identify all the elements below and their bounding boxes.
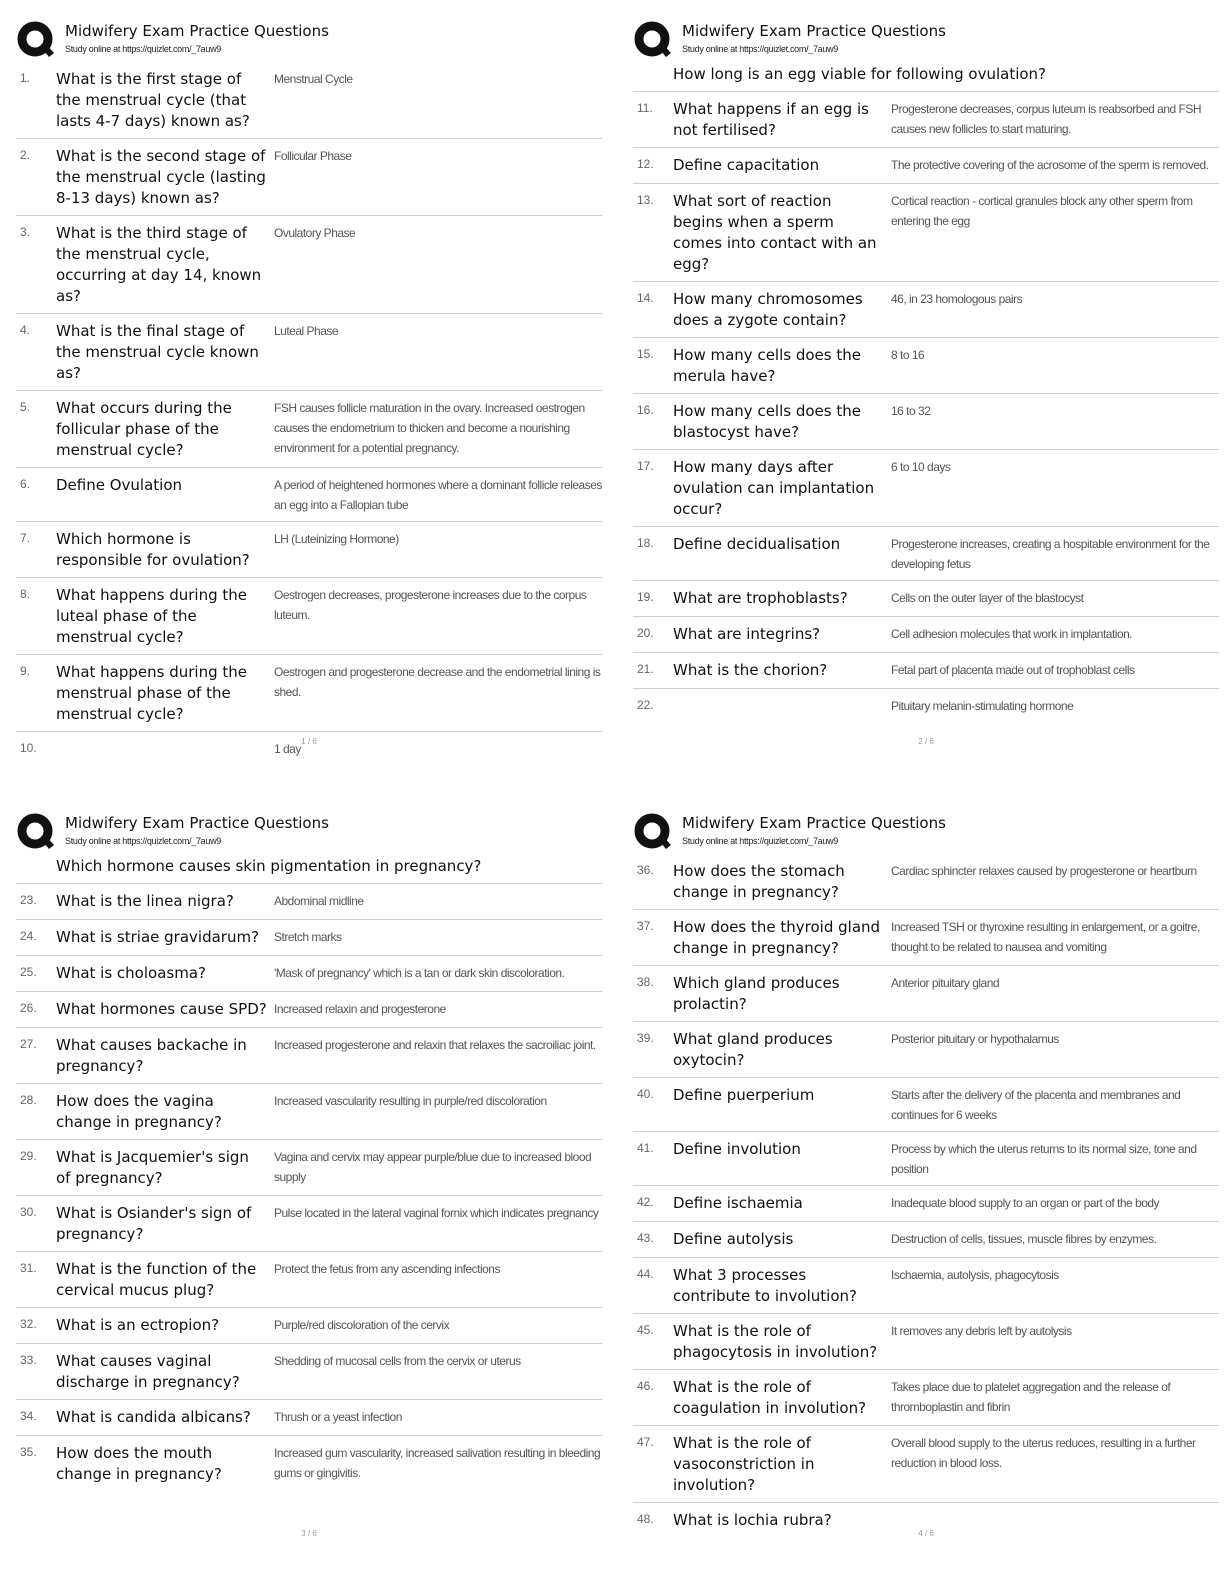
answer-text: A period of heightened hormones where a dominant follicle releases an egg into a Fallopian tube	[274, 478, 602, 512]
qa-row	[16, 1140, 602, 1196]
question-text: How many cells does the merula have?	[673, 346, 861, 385]
answer-text: Starts after the delivery of the placenta and membranes and continues for 6 weeks	[891, 1088, 1181, 1122]
question-number: 45.	[637, 1323, 654, 1337]
study-link[interactable]: Study online at https://quizlet.com/_7auw9	[682, 44, 839, 54]
answer-text: Increased TSH or thyroxine resulting in enlargement, or a goitre, thought to be related to nausea and vomiting	[891, 920, 1200, 954]
qa-row	[16, 1196, 602, 1252]
qa-row	[16, 1436, 602, 1491]
answer-text: Abdominal midline	[274, 894, 364, 908]
page-4	[633, 810, 1219, 1550]
qa-row	[633, 1222, 1219, 1258]
qa-row	[633, 1258, 1219, 1314]
question-text: What is the final stage of the menstrual cycle known as?	[56, 322, 259, 382]
answer-text: Destruction of cells, tissues, muscle fibres by enzymes.	[891, 1232, 1157, 1246]
question-text: Define autolysis	[673, 1230, 794, 1248]
question-number: 46.	[637, 1379, 654, 1393]
qa-row	[16, 992, 602, 1028]
answer-text: Oestrogen and progesterone decrease and the endometrial lining is shed.	[274, 665, 601, 699]
answer-text: It removes any debris left by autolysis	[891, 1324, 1072, 1338]
continued-question: How long is an egg viable for following ovulation?	[633, 62, 1219, 92]
qa-row	[16, 522, 602, 578]
qa-row	[16, 578, 602, 655]
question-text: What are integrins?	[673, 625, 821, 643]
answer-text: 8 to 16	[891, 348, 925, 362]
question-text: What is an ectropion?	[56, 1316, 220, 1334]
question-number: 28.	[20, 1093, 37, 1107]
question-number: 12.	[637, 157, 654, 171]
question-text: Which hormone is responsible for ovulation?	[56, 530, 250, 569]
question-text	[673, 696, 885, 719]
answer-text: Shedding of mucosal cells from the cervix or uterus	[274, 1354, 521, 1368]
question-text: What sort of reaction begins when a sperm comes into contact with an egg?	[673, 192, 877, 273]
study-link[interactable]: Study online at https://quizlet.com/_7auw9	[65, 836, 222, 846]
answer-text: Increased gum vascularity, increased salivation resulting in bleeding gums or gingivitis.	[274, 1446, 601, 1480]
question-number: 32.	[20, 1317, 37, 1331]
question-number: 19.	[637, 590, 654, 604]
answer-text: Anterior pituitary gland	[891, 976, 1000, 990]
question-number: 30.	[20, 1205, 37, 1219]
qa-row	[16, 1400, 602, 1436]
qa-row	[16, 314, 602, 391]
answer-text: Progesterone decreases, corpus luteum is reabsorbed and FSH causes new follicles to start maturing.	[891, 102, 1202, 136]
question-text: Define decidualisation	[673, 535, 841, 553]
question-text: What happens during the luteal phase of the menstrual cycle?	[56, 586, 248, 646]
answer-text: Stretch marks	[274, 930, 342, 944]
answer-text: 6 to 10 days	[891, 460, 951, 474]
question-number: 14.	[637, 291, 654, 305]
qa-row	[16, 920, 602, 956]
answer-text: Cortical reaction - cortical granules block any other sperm from entering the egg	[891, 194, 1193, 228]
question-number: 42.	[637, 1195, 654, 1209]
question-text: What is Osiander's sign of pregnancy?	[56, 1204, 252, 1243]
question-text: Define involution	[673, 1140, 801, 1158]
question-text: How many chromosomes does a zygote contain?	[673, 290, 863, 329]
page-header	[16, 18, 602, 62]
question-number: 48.	[637, 1512, 654, 1526]
page-title: Midwifery Exam Practice Questions	[682, 22, 946, 40]
question-number: 36.	[637, 863, 654, 877]
page-title: Midwifery Exam Practice Questions	[65, 814, 329, 832]
question-number: 23.	[20, 893, 37, 907]
question-text: What causes vaginal discharge in pregnancy?	[56, 1352, 240, 1391]
quizlet-logo-icon	[16, 812, 56, 852]
question-number: 25.	[20, 965, 37, 979]
question-text: Which gland produces prolactin?	[673, 974, 840, 1013]
qa-row	[16, 956, 602, 992]
question-text: What is the linea nigra?	[56, 892, 234, 910]
question-text: What occurs during the follicular phase of the menstrual cycle?	[56, 399, 232, 459]
question-number: 31.	[20, 1261, 37, 1275]
page-header	[633, 810, 1219, 854]
question-text: Define Ovulation	[56, 476, 183, 494]
question-text: What is striae gravidarum?	[56, 928, 260, 946]
quizlet-logo-icon	[633, 812, 673, 852]
qa-row	[633, 966, 1219, 1022]
question-text: How does the mouth change in pregnancy?	[56, 1444, 222, 1483]
answer-text: Purple/red discoloration of the cervix	[274, 1318, 450, 1332]
answer-text: Thrush or a yeast infection	[274, 1410, 402, 1424]
question-text: What 3 processes contribute to involution?	[673, 1266, 857, 1305]
question-number: 7.	[20, 531, 31, 545]
question-text: What is the second stage of the menstrual cycle (lasting 8-13 days) known as?	[56, 147, 266, 207]
qa-row	[16, 62, 602, 139]
question-number: 33.	[20, 1353, 37, 1367]
question-text: What is the third stage of the menstrual cycle, occurring at day 14, known as?	[56, 224, 262, 305]
qa-row	[633, 1132, 1219, 1186]
question-text: Define puerperium	[673, 1086, 815, 1104]
answer-text: Follicular Phase	[274, 149, 352, 163]
question-text: What is lochia rubra?	[673, 1511, 832, 1529]
page-number: 1 / 6	[301, 737, 317, 746]
study-link[interactable]: Study online at https://quizlet.com/_7auw9	[65, 44, 222, 54]
page-number: 4 / 6	[918, 1529, 934, 1538]
qa-row	[16, 391, 602, 468]
answer-text: Cardiac sphincter relaxes caused by progesterone or heartburn	[891, 864, 1197, 878]
question-number: 34.	[20, 1409, 37, 1423]
question-text: What hormones cause SPD?	[56, 1000, 267, 1018]
qa-row	[633, 689, 1219, 725]
page-header	[633, 18, 1219, 62]
qa-row	[633, 282, 1219, 338]
question-text: What is the role of coagulation in involution?	[673, 1378, 867, 1417]
qa-row	[633, 854, 1219, 910]
qa-row	[16, 884, 602, 920]
question-text: What is candida albicans?	[56, 1408, 251, 1426]
question-number: 2.	[20, 148, 31, 162]
question-number: 17.	[637, 459, 654, 473]
question-number: 16.	[637, 403, 654, 417]
qa-row	[16, 1084, 602, 1140]
question-text: What are trophoblasts?	[673, 589, 848, 607]
question-text: What causes backache in pregnancy?	[56, 1036, 247, 1075]
question-text: How many cells does the blastocyst have?	[673, 402, 861, 441]
qa-row	[16, 139, 602, 216]
qa-row	[633, 527, 1219, 581]
qa-row	[16, 468, 602, 522]
answer-text: Fetal part of placenta made out of trophoblast cells	[891, 663, 1135, 677]
qa-row	[633, 910, 1219, 966]
answer-text: Menstrual Cycle	[274, 72, 353, 86]
question-number: 21.	[637, 662, 654, 676]
question-number: 5.	[20, 400, 31, 414]
qa-row	[16, 1308, 602, 1344]
question-number: 41.	[637, 1141, 654, 1155]
question-text: What happens during the menstrual phase of the menstrual cycle?	[56, 663, 248, 723]
question-text: How does the stomach change in pregnancy?	[673, 862, 845, 901]
question-text: What gland produces oxytocin?	[673, 1030, 833, 1069]
question-number: 6.	[20, 477, 31, 491]
study-link[interactable]: Study online at https://quizlet.com/_7auw9	[682, 836, 839, 846]
answer-text: LH (Luteinizing Hormone)	[274, 532, 399, 546]
qa-row	[16, 1252, 602, 1308]
answer-text: Increased progesterone and relaxin that relaxes the sacroiliac joint.	[274, 1038, 596, 1052]
answer-text: 1 day	[274, 742, 301, 756]
continued-question: Which hormone causes skin pigmentation in pregnancy?	[16, 854, 602, 884]
answer-text: Oestrogen decreases, progesterone increases due to the corpus luteum.	[274, 588, 587, 622]
qa-row	[16, 1344, 602, 1400]
answer-text: Ischaemia, autolysis, phagocytosis	[891, 1268, 1059, 1282]
qa-row	[633, 1426, 1219, 1503]
question-text: Define capacitation	[673, 156, 820, 174]
question-text: What is the first stage of the menstrual cycle (that lasts 4-7 days) known as?	[56, 70, 250, 130]
quizlet-logo-icon	[16, 20, 56, 60]
qa-row	[633, 92, 1219, 148]
quizlet-logo-icon	[633, 20, 673, 60]
question-number: 9.	[20, 664, 31, 678]
question-text: What is the chorion?	[673, 661, 828, 679]
page-3	[16, 810, 602, 1550]
page-title: Midwifery Exam Practice Questions	[65, 22, 329, 40]
qa-row	[633, 394, 1219, 450]
question-number: 47.	[637, 1435, 654, 1449]
answer-text: 'Mask of pregnancy' which is a tan or dark skin discoloration.	[274, 966, 565, 980]
question-text: How does the vagina change in pregnancy?	[56, 1092, 222, 1131]
question-text: What is the function of the cervical mucus plug?	[56, 1260, 257, 1299]
answer-text: Pulse located in the lateral vaginal fornix which indicates pregnancy	[274, 1206, 599, 1220]
answer-text: The protective covering of the acrosome of the sperm is removed.	[891, 158, 1209, 172]
question-text: What is Jacquemier's sign of pregnancy?	[56, 1148, 249, 1187]
question-number: 15.	[637, 347, 654, 361]
answer-text: Protect the fetus from any ascending infections	[274, 1262, 500, 1276]
qa-row	[633, 148, 1219, 184]
question-text: What happens if an egg is not fertilised?	[673, 100, 869, 139]
answer-text: 16 to 32	[891, 404, 931, 418]
page-header	[16, 810, 602, 854]
question-number: 13.	[637, 193, 654, 207]
answer-text: Inadequate blood supply to an organ or part of the body	[891, 1196, 1160, 1210]
answer-text: Progesterone increases, creating a hospitable environment for the developing fetus	[891, 537, 1210, 571]
answer-text: Process by which the uterus returns to its normal size, tone and position	[891, 1142, 1197, 1176]
qa-row	[16, 216, 602, 314]
qa-row	[633, 1370, 1219, 1426]
question-number: 20.	[637, 626, 654, 640]
answer-text: Takes place due to platelet aggregation and the release of thromboplastin and fibrin	[891, 1380, 1171, 1414]
qa-row	[633, 617, 1219, 653]
question-number: 11.	[637, 101, 653, 115]
answer-text: 46, in 23 homologous pairs	[891, 292, 1023, 306]
question-number: 40.	[637, 1087, 654, 1101]
answer-text: FSH causes follicle maturation in the ovary. Increased oestrogen causes the endometrium to thicken and become a nourishing environment for a potential pregnancy.	[274, 401, 585, 455]
page-number: 2 / 6	[918, 737, 934, 746]
page-1	[16, 18, 602, 758]
qa-row	[16, 1028, 602, 1084]
answer-text: Ovulatory Phase	[274, 226, 356, 240]
answer-text: Cell adhesion molecules that work in implantation.	[891, 627, 1133, 641]
question-number: 39.	[637, 1031, 654, 1045]
question-number: 29.	[20, 1149, 37, 1163]
qa-row	[633, 338, 1219, 394]
question-number: 3.	[20, 225, 31, 239]
question-text: What is choloasma?	[56, 964, 206, 982]
qa-row	[633, 581, 1219, 617]
question-text: What is the role of vasoconstriction in involution?	[673, 1434, 815, 1494]
question-number: 35.	[20, 1445, 37, 1459]
question-number: 38.	[637, 975, 654, 989]
question-number: 24.	[20, 929, 37, 943]
question-number: 18.	[637, 536, 654, 550]
question-number: 4.	[20, 323, 31, 337]
question-text: How does the thyroid gland change in pregnancy?	[673, 918, 881, 957]
qa-row	[633, 1078, 1219, 1132]
qa-row	[633, 1314, 1219, 1370]
question-number: 22.	[637, 698, 654, 712]
question-number: 37.	[637, 919, 654, 933]
question-number: 1.	[20, 71, 31, 85]
answer-text: Cells on the outer layer of the blastocyst	[891, 591, 1084, 605]
qa-row	[16, 655, 602, 732]
answer-text: Increased relaxin and progesterone	[274, 1002, 446, 1016]
qa-row	[633, 1186, 1219, 1222]
question-number: 26.	[20, 1001, 37, 1015]
question-number: 10.	[20, 741, 37, 755]
question-text: What is the role of phagocytosis in involution?	[673, 1322, 878, 1361]
question-number: 43.	[637, 1231, 654, 1245]
answer-text: Increased vascularity resulting in purple/red discoloration	[274, 1094, 547, 1108]
qa-row	[633, 184, 1219, 282]
answer-text: Posterior pituitary or hypothalamus	[891, 1032, 1059, 1046]
answer-text: Luteal Phase	[274, 324, 339, 338]
question-number: 8.	[20, 587, 31, 601]
answer-text: Vagina and cervix may appear purple/blue due to increased blood supply	[274, 1150, 592, 1184]
page-number: 3 / 6	[301, 1529, 317, 1538]
question-number: 27.	[20, 1037, 37, 1051]
page-title: Midwifery Exam Practice Questions	[682, 814, 946, 832]
qa-row	[633, 450, 1219, 527]
page-2	[633, 18, 1219, 758]
answer-text: Pituitary melanin-stimulating hormone	[891, 699, 1074, 713]
answer-text: Overall blood supply to the uterus reduces, resulting in a further reduction in blood loss.	[891, 1436, 1196, 1470]
question-text: Define ischaemia	[673, 1194, 803, 1212]
qa-row	[633, 1022, 1219, 1078]
qa-row	[633, 653, 1219, 689]
question-text: How many days after ovulation can implantation occur?	[673, 458, 875, 518]
question-number: 44.	[637, 1267, 654, 1281]
